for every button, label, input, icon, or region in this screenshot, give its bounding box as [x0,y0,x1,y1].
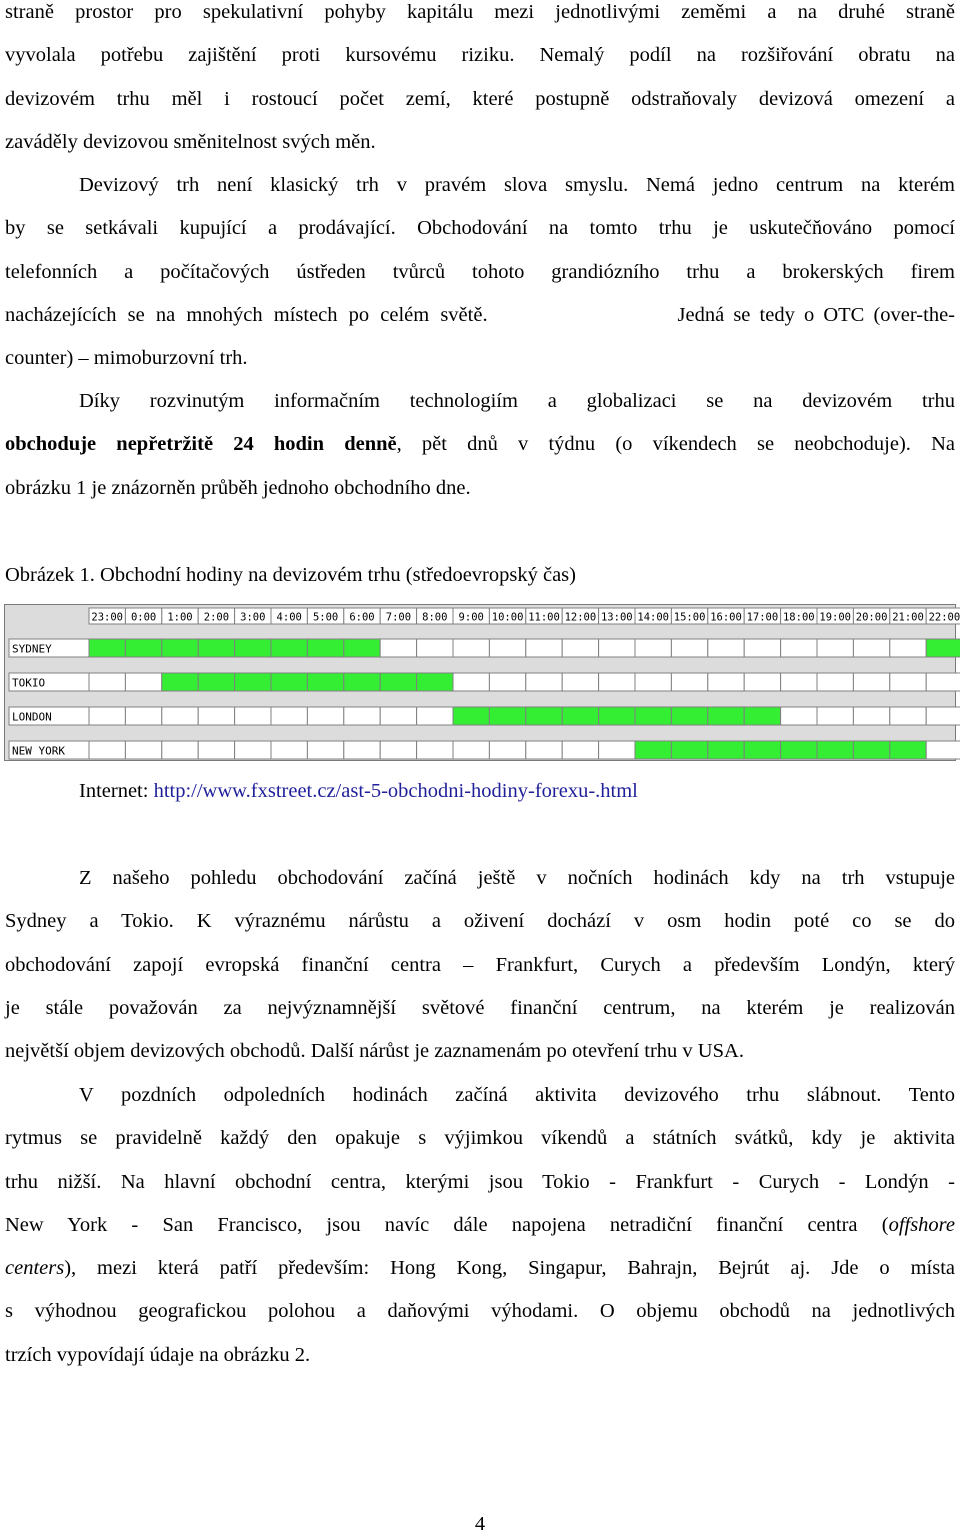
active-hour-cell [307,673,343,691]
inactive-hour-cell [817,707,853,725]
trading-hours-chart [4,604,960,761]
inactive-hour-cell [380,741,416,759]
inactive-hour-cell [344,707,380,725]
italic-term: centers [5,1257,65,1280]
text-line: trzích vypovídají údaje na obrázku 2. [5,1343,311,1366]
active-hour-cell [489,707,525,725]
text-fragment: New York - San Francisco, jsou navíc dále napojena netradiční finanční centra ( [5,1213,889,1236]
inactive-hour-cell [635,639,671,657]
active-hour-cell [526,707,562,725]
inactive-hour-cell [344,741,380,759]
hour-label: 23:00 [91,611,124,624]
inactive-hour-cell [890,639,926,657]
active-hour-cell [635,707,671,725]
text-line: s výhodnou geografickou polohou a daňovými výhodami. O objemu obchodů na jednotlivých [5,1300,955,1323]
active-hour-cell [926,639,960,657]
inactive-hour-cell [926,673,960,691]
inactive-hour-cell [890,673,926,691]
active-hour-cell [744,707,780,725]
inactive-hour-cell [89,673,125,691]
inactive-hour-cell [526,639,562,657]
text-line: straně prostor pro spekulativní pohyby kapitálu mezi jednotlivými zeměmi a na druhé straně [5,1,955,23]
inactive-hour-cell [526,673,562,691]
inactive-hour-cell [671,673,707,691]
inactive-hour-cell [781,707,817,725]
market-label: TOKIO [12,676,46,690]
inactive-hour-cell [453,673,489,691]
inactive-hour-cell [817,639,853,657]
hour-label: 22:00 [928,611,960,624]
text-line: Sydney a Tokio. K výraznému nárůstu a oživení dochází v osm hodin poté co se do [5,910,955,933]
text-line: je stále považován za nejvýznamnější světové finanční centrum, na kterém je realizován [5,996,955,1019]
active-hour-cell [562,707,598,725]
bold-phrase: obchoduje nepřetržitě 24 hodin denně [5,433,397,456]
active-hour-cell [235,673,271,691]
hour-label: 7:00 [385,611,412,624]
trading-hours-svg [5,605,960,760]
inactive-hour-cell [562,741,598,759]
inactive-hour-cell [562,673,598,691]
text-line: Devizový trh není klasický trh v pravém slova smyslu. Nemá jedno centrum na kterém [79,174,955,196]
active-hour-cell [271,673,307,691]
source-link[interactable]: http://www.fxstreet.cz/ast-5-obchodni-hodiny-forexu-.html [153,780,638,802]
active-hour-cell [380,673,416,691]
text-line: by se setkávali kupující a prodávající. Obchodování na tomto trhu je uskutečňováno pomocí [5,217,955,240]
inactive-hour-cell [526,741,562,759]
hour-label: 12:00 [564,611,597,624]
hour-label: 21:00 [892,611,924,624]
inactive-hour-cell [781,639,817,657]
inactive-hour-cell [417,639,453,657]
hour-label: 8:00 [422,611,448,624]
text-line: rytmus se pravidelně každý den opakuje s výjimkou víkendů a státních svátků, kdy je aktivita [5,1127,955,1150]
page-number: 4 [474,1513,486,1535]
active-hour-cell [162,639,198,657]
inactive-hour-cell [562,639,598,657]
text-line: obrázku 1 je znázorněn průběh jednoho obchodního dne. [5,476,471,499]
active-hour-cell [671,741,707,759]
hour-label: 19:00 [819,611,852,624]
active-hour-cell [599,707,635,725]
text-line: trhu nižší. Na hlavní obchodní centra, kterými jsou Tokio - Frankfurt - Curych - Londýn - [5,1170,955,1193]
active-hour-cell [781,741,817,759]
active-hour-cell [235,639,271,657]
inactive-hour-cell [671,639,707,657]
text-line [5,1204,955,1247]
active-hour-cell [307,639,343,657]
inactive-hour-cell [781,673,817,691]
hour-label: 13:00 [600,611,633,624]
paragraph-5 [5,1074,955,1377]
inactive-hour-cell [635,673,671,691]
inactive-hour-cell [271,741,307,759]
active-hour-cell [890,741,926,759]
inactive-hour-cell [271,707,307,725]
active-hour-cell [198,673,234,691]
inactive-hour-cell [198,707,234,725]
text-fragment: , pět dnů v týdnu (o víkendech se neobchoduje). Na [396,433,955,456]
active-hour-cell [344,673,380,691]
text-line: Díky rozvinutým informačním technologiím a globalizaci se na devizovém trhu [79,390,955,412]
hour-label: 2:00 [203,611,230,624]
hour-label: 3:00 [240,611,266,624]
inactive-hour-cell [453,639,489,657]
market-label: LONDON [12,710,52,724]
inactive-hour-cell [380,707,416,725]
inactive-hour-cell [926,741,960,759]
inactive-hour-cell [599,741,635,759]
hour-label: 17:00 [746,611,779,624]
hour-label: 11:00 [528,611,560,624]
text-line: V pozdních odpoledních hodinách začíná aktivita devizového trhu slábnout. Tento [79,1084,955,1106]
paragraph-4 [5,857,955,1073]
inactive-hour-cell [125,673,161,691]
inactive-hour-cell [125,741,161,759]
active-hour-cell [453,707,489,725]
hour-label: 20:00 [855,611,888,624]
inactive-hour-cell [198,741,234,759]
inactive-hour-cell [417,707,453,725]
inactive-hour-cell [599,673,635,691]
active-hour-cell [817,741,853,759]
active-hour-cell [125,639,161,657]
inactive-hour-cell [853,673,889,691]
inactive-hour-cell [817,673,853,691]
text-line: zaváděly devizovou směnitelnost svých měn. [5,130,376,153]
inactive-hour-cell [125,707,161,725]
text-line: největší objem devizových obchodů. Další nárůst je zaznamenám po otevření trhu v USA. [5,1040,744,1063]
hour-label: 1:00 [167,611,193,624]
active-hour-cell [708,707,744,725]
text-line [5,294,955,337]
active-hour-cell [708,741,744,759]
active-hour-cell [671,707,707,725]
active-hour-cell [853,741,889,759]
active-hour-cell [162,673,198,691]
text-line: telefonních a počítačových ústředen tvůrců tohoto grandiózního trhu a brokerských firem [5,260,955,283]
hour-label: 10:00 [491,611,524,624]
hour-label: 4:00 [276,611,302,624]
inactive-hour-cell [162,741,198,759]
paragraph-2 [5,164,955,380]
active-hour-cell [417,673,453,691]
active-hour-cell [635,741,671,759]
active-hour-cell [344,639,380,657]
text-fragment: ), mezi která patří především: Hong Kong, Singapur, Bahrajn, Bejrút aj. Jde o místa [64,1257,955,1280]
hour-label: 18:00 [782,611,815,624]
hour-label: 16:00 [710,611,742,624]
inactive-hour-cell [744,639,780,657]
inactive-hour-cell [307,707,343,725]
inactive-hour-cell [162,707,198,725]
inactive-hour-cell [489,639,525,657]
hour-label: 9:00 [458,611,484,624]
inactive-hour-cell [380,639,416,657]
inactive-hour-cell [599,639,635,657]
figure-caption: Obrázek 1. Obchodní hodiny na devizovém trhu (středoevropský čas) [5,564,576,586]
active-hour-cell [744,741,780,759]
active-hour-cell [198,639,234,657]
hour-label: 14:00 [637,611,670,624]
hour-label: 15:00 [673,611,706,624]
text-line-left: nacházejících se na mnohých místech po celém světě. [5,303,488,326]
inactive-hour-cell [890,707,926,725]
inactive-hour-cell [307,741,343,759]
inactive-hour-cell [417,741,453,759]
active-hour-cell [89,639,125,657]
inactive-hour-cell [235,707,271,725]
inactive-hour-cell [89,707,125,725]
inactive-hour-cell [89,741,125,759]
text-line: Z našeho pohledu obchodování začíná ještě v nočních hodinách kdy na trh vstupuje [79,867,955,889]
inactive-hour-cell [708,673,744,691]
inactive-hour-cell [489,673,525,691]
text-line: vyvolala potřebu zajištění proti kursovému riziku. Nemalý podíl na rozšiřování obratu na [5,44,955,67]
paragraph-3 [5,380,955,510]
inactive-hour-cell [708,639,744,657]
text-line [5,423,955,466]
hour-label: 6:00 [349,611,375,624]
inactive-hour-cell [853,639,889,657]
hour-label: 0:00 [130,611,157,624]
paragraph-1 [5,0,955,164]
active-hour-cell [271,639,307,657]
text-line [5,1247,955,1290]
inactive-hour-cell [235,741,271,759]
hour-label: 5:00 [312,611,339,624]
inactive-hour-cell [926,707,960,725]
text-line: obchodování zapojí evropská finanční centra – Frankfurt, Curych a především Londýn, který [5,953,955,976]
source-label: Internet: [79,780,154,802]
text-line-right: Jedná se tedy o OTC (over-the- [677,303,955,326]
inactive-hour-cell [744,673,780,691]
market-label: SYDNEY [12,642,52,656]
figure-source [79,776,638,806]
inactive-hour-cell [453,741,489,759]
text-line: devizovém trhu měl i rostoucí počet zemí, které postupně odstraňovaly devizová omezení a [5,87,955,110]
italic-term: offshore [888,1213,955,1236]
text-line: counter) – mimoburzovní trh. [5,347,248,370]
inactive-hour-cell [853,707,889,725]
inactive-hour-cell [489,741,525,759]
market-label: NEW YORK [12,744,65,758]
